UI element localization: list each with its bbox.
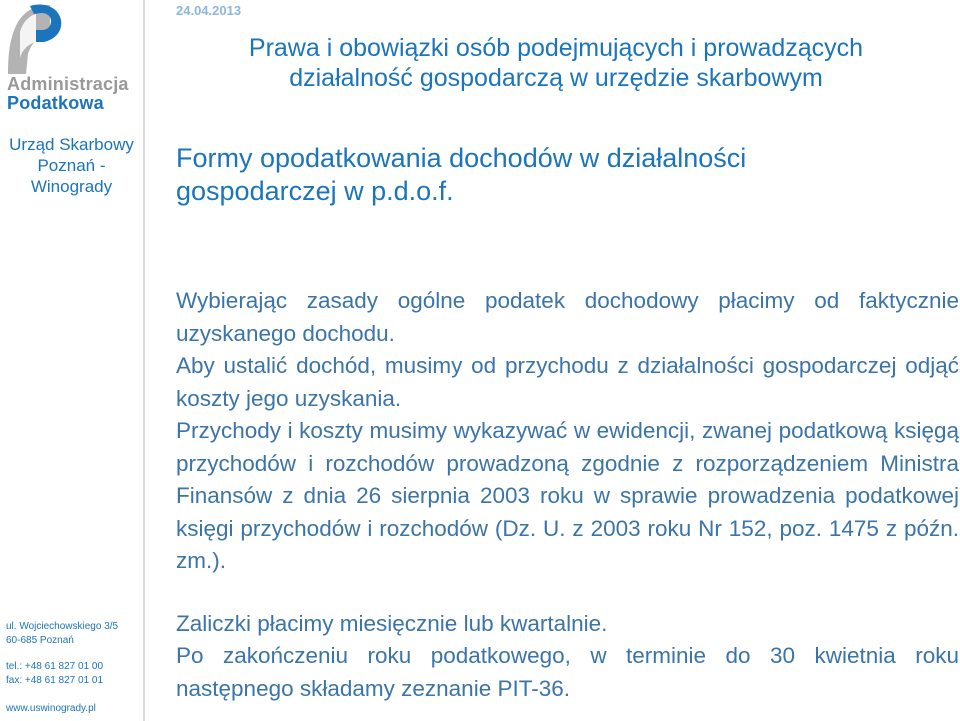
logo-line-1: Administracja (7, 74, 129, 94)
slide-body (176, 285, 959, 705)
sidebar-divider (143, 0, 145, 721)
administracja-podatkowa-logo-icon (6, 2, 62, 76)
paragraph-5: Po zakończeniu roku podatkowego, w terminie do 30 kwietnia roku następnego składamy zeznanie PIT-36. (176, 643, 959, 701)
contact-address (6, 620, 142, 716)
subtitle-line-2: gospodarczej w p.d.o.f. (176, 176, 454, 206)
logo-line-2: Podatkowa (7, 93, 104, 113)
title-line-1: Prawa i obowiązki osób podejmujących i prowadzących (248, 34, 864, 62)
paragraph-2: Aby ustalić dochód, musimy od przychodu z działalności gospodarczej odjąć koszty jego uzyskania. (176, 353, 959, 411)
sidebar (0, 0, 143, 721)
slide-subtitle (176, 142, 936, 208)
paragraph-3: Przychody i koszty musimy wykazywać w ewidencji, zwanej podatkową księgą przychodów i rozchodów prowadzoną zgodnie z rozporządzeniem Ministra Finansów z dnia 26 sierpnia 2003 roku w sprawie prowadzenia podatkowej księgi przychodów i rozchodów (Dz. U. z 2003 roku Nr 152, poz. 1475 z późn. zm.). (176, 418, 959, 573)
paragraph-1: Wybierając zasady ogólne podatek dochodowy płacimy od faktycznie uzyskanego dochodu. (176, 288, 959, 346)
office-line-1: Urząd Skarbowy (9, 135, 134, 154)
slide-date: 24.04.2013 (176, 3, 242, 18)
office-name (0, 134, 143, 197)
paragraph-4: Zaliczki płacimy miesięcznie lub kwartalnie. (176, 610, 608, 636)
office-line-3: Winogrady (30, 177, 113, 196)
title-line-2: działalność gospodarczą w urzędzie skarbowym (289, 64, 823, 92)
slide-title (176, 33, 936, 93)
address-street: ul. Wojciechowskiego 3/5 (6, 621, 119, 632)
logo-wordmark (7, 75, 129, 113)
subtitle-line-1: Formy opodatkowania dochodów w działalności (176, 143, 747, 173)
address-website-link[interactable]: www.uswinogrady.pl (6, 703, 96, 714)
office-line-2: Poznań - (37, 156, 106, 175)
address-tel: tel.: +48 61 827 01 00 (6, 661, 104, 672)
address-fax: fax: +48 61 827 01 01 (6, 675, 104, 686)
address-city: 60-685 Poznań (6, 635, 74, 646)
